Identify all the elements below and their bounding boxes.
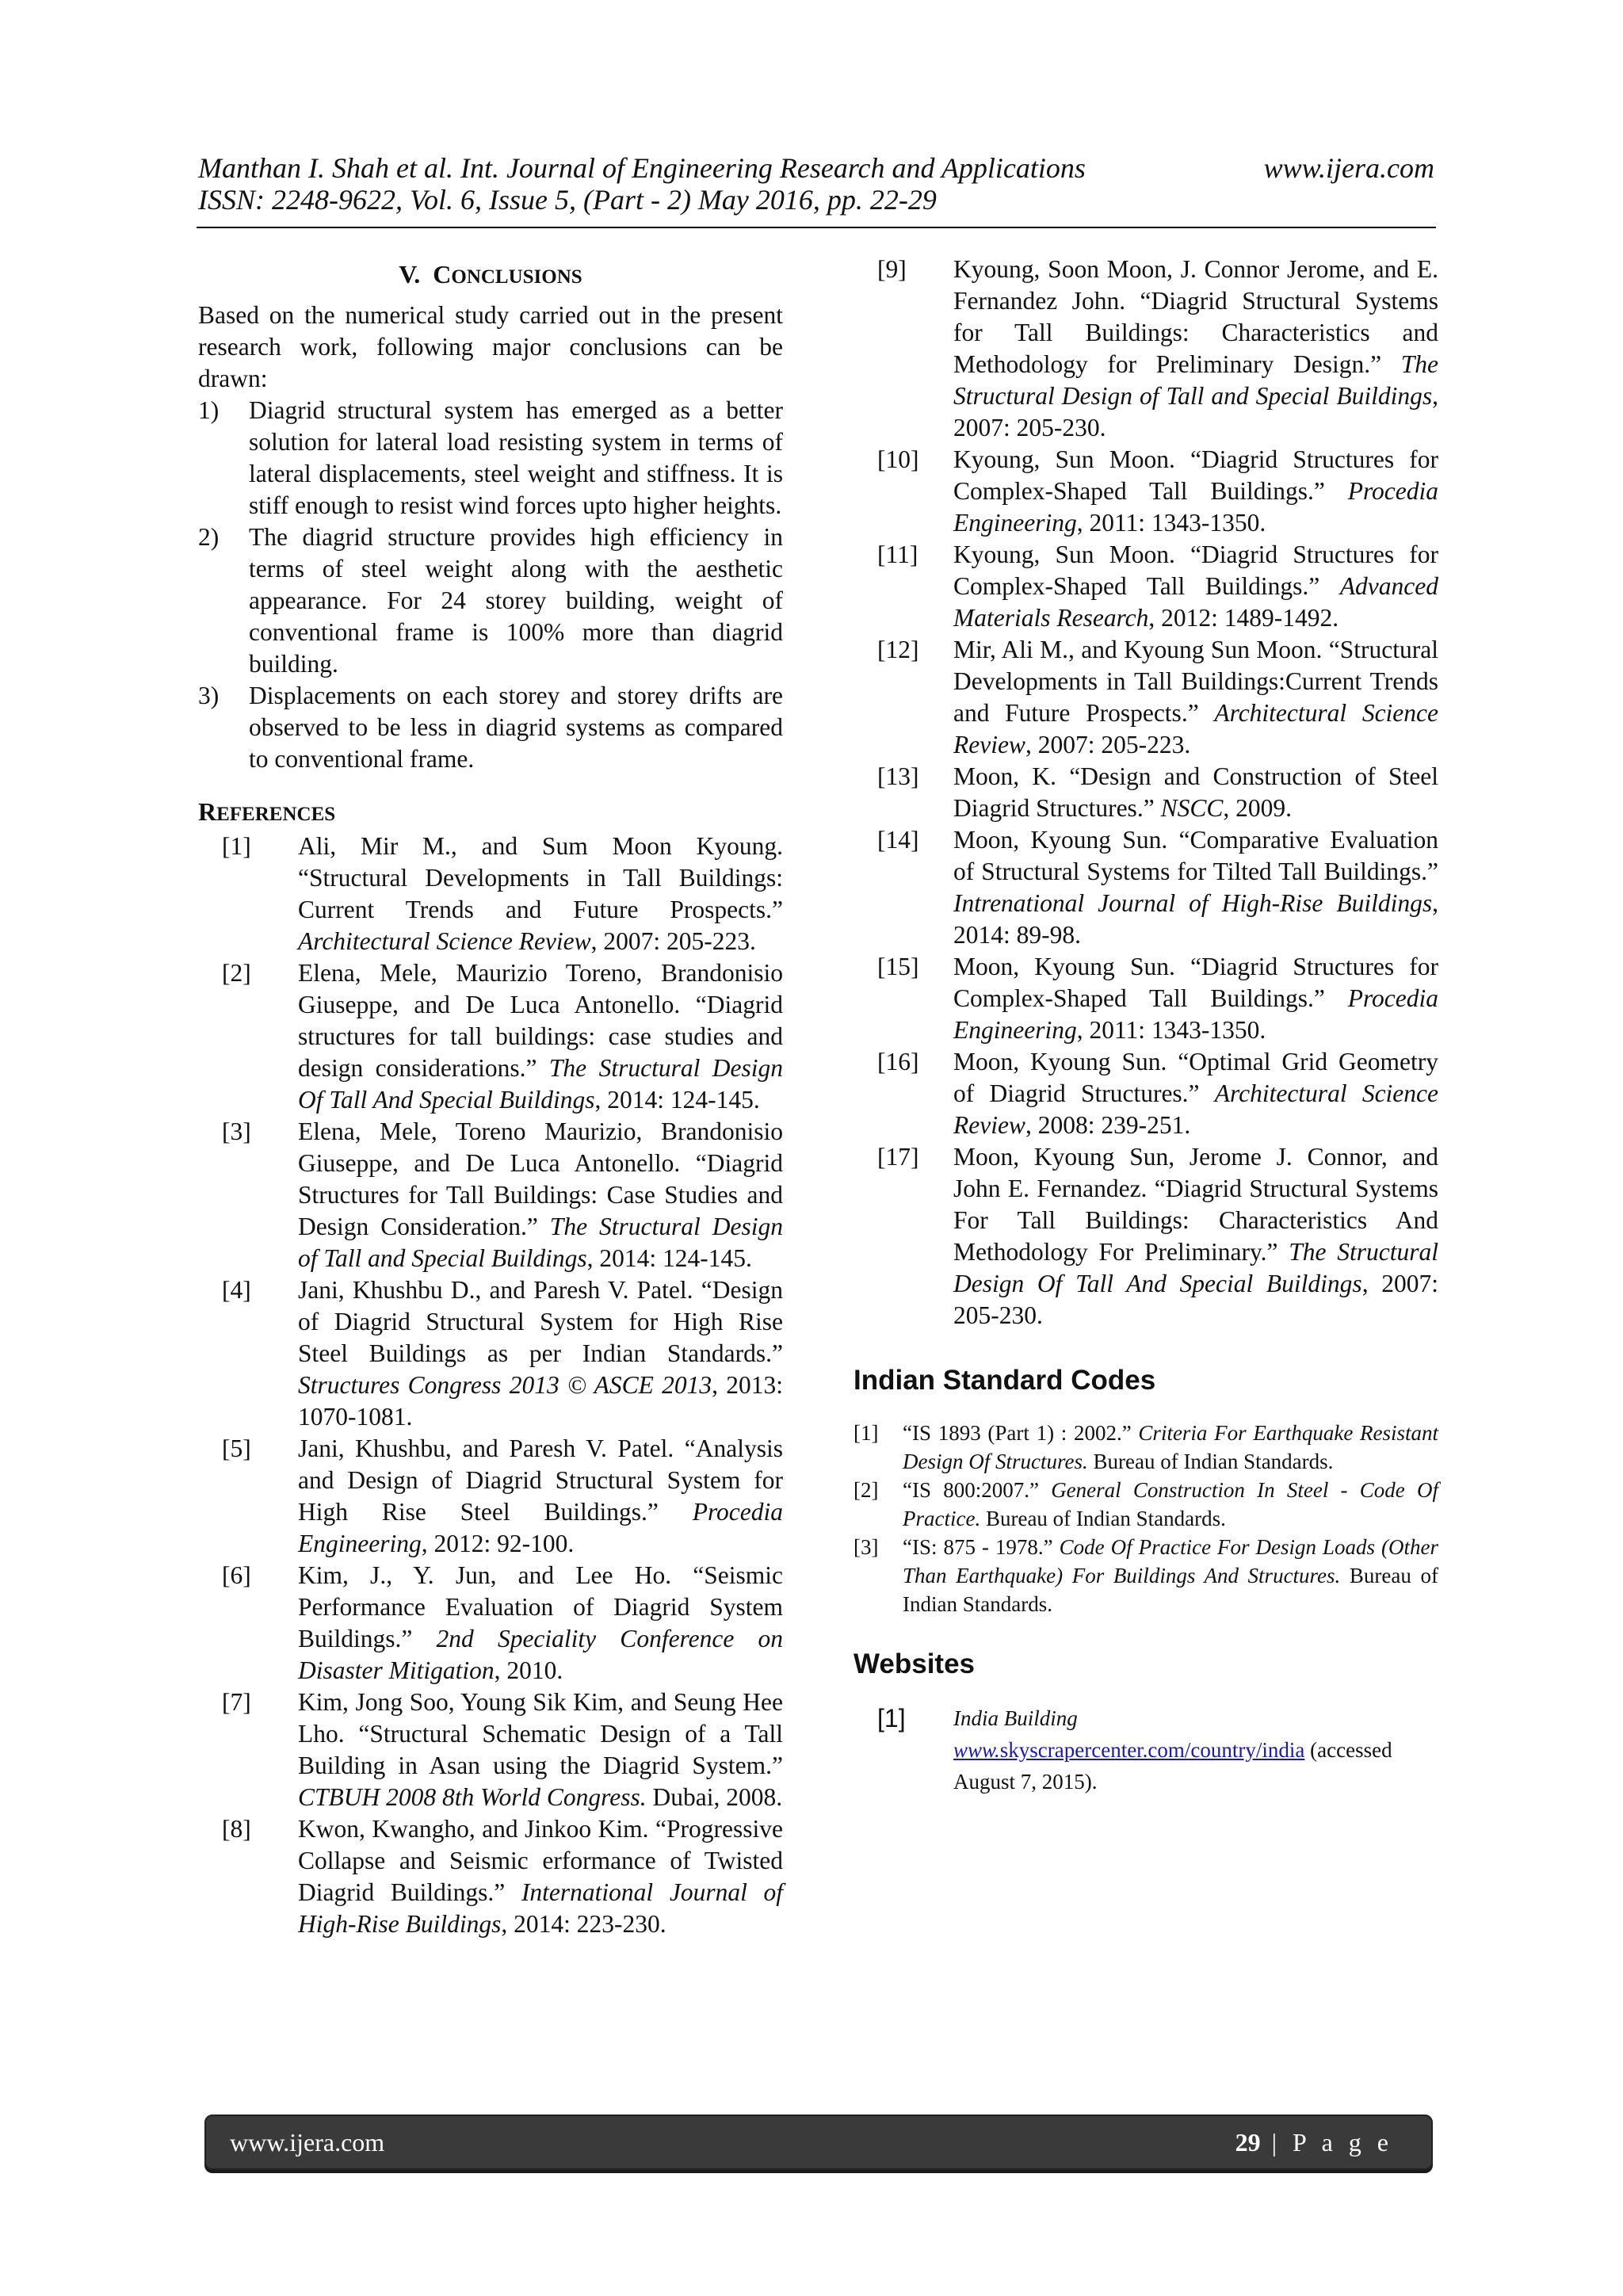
reference-entry <box>854 539 1438 634</box>
reference-source: Structures Congress 2013 © ASCE 2013 <box>298 1371 712 1399</box>
conclusion-number: 1) <box>198 396 220 424</box>
reference-entry <box>854 634 1438 761</box>
reference-number: [7] <box>222 1688 251 1716</box>
reference-entry <box>198 1560 783 1687</box>
conclusion-item <box>198 680 783 775</box>
reference-text: Jani, Khushbu, and Paresh V. Patel. “Analysis and Design of Diagrid Structural System for High Rise Steel Buildings.” Procedia Engineering, 2012: 92-100. <box>298 1435 783 1557</box>
reference-source: The Structural Design of Tall and Special Buildings <box>298 1213 784 1272</box>
page-number-value: 29 <box>1235 2127 1261 2157</box>
indian-codes-list <box>854 1419 1438 1618</box>
reference-number: [17] <box>877 1143 919 1171</box>
reference-entry <box>854 824 1438 951</box>
reference-entry <box>198 1813 783 1940</box>
reference-entry <box>854 1141 1438 1331</box>
reference-number: [4] <box>222 1276 251 1304</box>
conclusions-title-rest: ONCLUSIONS <box>451 266 582 288</box>
reference-number: [6] <box>222 1561 251 1589</box>
reference-number: [9] <box>877 255 907 283</box>
reference-source: The Structural Design Of Tall And Special Buildings <box>298 1054 783 1114</box>
journal-title: Manthan I. Shah et al. Int. Journal of Engineering Research and Applications <box>198 152 1086 184</box>
reference-entry <box>198 831 783 957</box>
reference-source: Intrenational Journal of High-Rise Buildings <box>953 889 1433 917</box>
reference-number: [11] <box>877 541 918 568</box>
references-list-right <box>854 254 1438 1331</box>
conclusion-text: Displacements on each storey and storey drifts are observed to be less in diagrid systems as compared to conventional frame. <box>249 682 783 773</box>
reference-source: Criteria For Earthquake Resistant Design Of Structures. <box>903 1421 1439 1473</box>
conclusion-number: 2) <box>198 523 220 551</box>
reference-entry <box>854 1476 1438 1533</box>
reference-text: Ali, Mir M., and Sum Moon Kyoung. “Structural Developments in Tall Buildings: Current Trends and Future Prospects.” Architectural Science Review, 2007: 205-223. <box>298 832 783 955</box>
reference-source: NSCC <box>1160 794 1224 822</box>
left-column <box>198 254 783 1940</box>
reference-entry <box>854 444 1438 539</box>
reference-source: Architectural Science Review <box>298 927 591 955</box>
page-label: | P a g e <box>1271 2127 1393 2157</box>
reference-source: CTBUH 2008 8th World Congress. <box>298 1783 647 1811</box>
website-text <box>953 1702 1438 1797</box>
conclusion-number: 3) <box>198 682 220 709</box>
references-heading <box>198 796 783 831</box>
reference-text: Kyoung, Soon Moon, J. Connor Jerome, and E. Fernandez John. “Diagrid Structural Systems for Tall Buildings: Characteristics and Methodology for Preliminary Design.” The Structural Design of Tall and Special Buildings, 2007: 205-230. <box>953 255 1438 441</box>
conclusion-item <box>198 521 783 680</box>
conclusions-number: V. <box>399 260 421 288</box>
websites-heading: Websites <box>854 1648 976 1679</box>
conclusion-item <box>198 395 783 521</box>
reference-entry <box>854 1419 1438 1476</box>
conclusions-heading <box>198 258 783 293</box>
reference-source: Procedia Engineering <box>298 1498 783 1557</box>
reference-number: [12] <box>877 636 919 663</box>
reference-entry <box>854 951 1438 1046</box>
header-divider <box>197 227 1436 228</box>
reference-number: [3] <box>222 1117 251 1145</box>
reference-entry <box>854 761 1438 824</box>
reference-text: “IS 1893 (Part 1) : 2002.” Criteria For Earthquake Resistant Design Of Structures. Bureau of Indian Standards. <box>903 1421 1439 1473</box>
reference-text: Moon, Kyoung Sun, Jerome J. Connor, and John E. Fernandez. “Diagrid Structural Systems For Tall Buildings: Characteristics And Methodology For Preliminary.” The Structural Design Of Tall And Special Buildings, 2007: 205-230. <box>953 1143 1438 1329</box>
reference-source: 2nd Speciality Conference on Disaster Mitigation <box>298 1625 783 1684</box>
website-access-note: (accessed August 7, 2015). <box>953 1738 1392 1794</box>
reference-source: Code Of Practice For Design Loads (Other Than Earthquake) For Buildings And Structures. <box>903 1535 1438 1587</box>
reference-entry <box>198 1433 783 1560</box>
reference-source: The Structural Design of Tall and Special Buildings <box>953 350 1438 410</box>
indian-codes-heading: Indian Standard Codes <box>854 1365 1156 1396</box>
reference-source: Architectural Science Review <box>953 699 1439 758</box>
page-footer <box>204 2115 1433 2170</box>
reference-entry <box>198 1687 783 1813</box>
references-title-rest: EFERENCES <box>216 804 336 825</box>
reference-text: Kim, Jong Soo, Young Sik Kim, and Seung Hee Lho. “Structural Schematic Design of a Tall Building in Asan using the Diagrid System.” CTBUH 2008 8th World Congress. Dubai, 2008. <box>298 1688 783 1811</box>
reference-number: [1] <box>222 832 251 860</box>
reference-number: [13] <box>877 762 919 790</box>
website-entry <box>854 1702 1438 1797</box>
reference-text: Moon, Kyoung Sun. “Comparative Evaluation of Structural Systems for Tilted Tall Buildings.” Intrenational Journal of High-Rise Buildings, 2014: 89-98. <box>953 826 1438 949</box>
page-number <box>1235 2128 1393 2157</box>
references-list-left <box>198 831 783 1940</box>
website-link[interactable]: www.skyscrapercenter.com/country/india <box>953 1738 1305 1762</box>
reference-number: [3] <box>854 1535 879 1559</box>
running-header <box>198 152 1434 216</box>
reference-source: Procedia Engineering <box>953 477 1438 537</box>
reference-text: Elena, Mele, Toreno Maurizio, Brandonisio Giuseppe, and De Luca Antonello. “Diagrid Structures for Tall Buildings: Case Studies and Design Consideration.” The Structural Design of Tall and Special Buildings, 2014: 124-145. <box>298 1117 784 1272</box>
reference-text: Kyoung, Sun Moon. “Diagrid Structures for Complex-Shaped Tall Buildings.” Procedia Engineering, 2011: 1343-1350. <box>953 445 1438 537</box>
conclusions-intro: Based on the numerical study carried out in the present research work, following major conclusions can be drawn: <box>198 301 783 392</box>
reference-number: [1] <box>854 1421 879 1445</box>
reference-entry <box>854 1533 1438 1618</box>
reference-text: “IS: 875 - 1978.” Code Of Practice For Design Loads (Other Than Earthquake) For Buildings And Structures. Bureau of Indian Standards. <box>903 1535 1438 1616</box>
reference-source: Procedia Engineering <box>953 984 1438 1044</box>
reference-text: Mir, Ali M., and Kyoung Sun Moon. “Structural Developments in Tall Buildings:Current Trends and Future Prospects.” Architectural Science Review, 2007: 205-223. <box>953 636 1439 758</box>
reference-number: [10] <box>877 445 919 473</box>
reference-number: [14] <box>877 826 919 854</box>
issn-line: ISSN: 2248-9622, Vol. 6, Issue 5, (Part - 2) May 2016, pp. 22-29 <box>198 184 937 216</box>
reference-number: [16] <box>877 1048 919 1075</box>
reference-number: [5] <box>222 1435 251 1462</box>
reference-source: Advanced Materials Research <box>953 572 1438 632</box>
reference-entry <box>198 957 783 1116</box>
footer-website[interactable]: www.ijera.com <box>230 2127 385 2157</box>
reference-text: Moon, Kyoung Sun. “Optimal Grid Geometry of Diagrid Structures.” Architectural Science Review, 2008: 239-251. <box>953 1048 1438 1139</box>
reference-text: Kim, J., Y. Jun, and Lee Ho. “Seismic Performance Evaluation of Diagrid System Buildings.” 2nd Speciality Conference on Disaster Mitigation, 2010. <box>298 1561 783 1684</box>
reference-text: Jani, Khushbu D., and Paresh V. Patel. “Design of Diagrid Structural System for High Rise Steel Buildings as per Indian Standards.” Structures Congress 2013 © ASCE 2013, 2013: 1070-1081. <box>298 1276 783 1431</box>
reference-source: The Structural Design Of Tall And Special Buildings <box>953 1238 1438 1297</box>
reference-entry <box>198 1116 783 1274</box>
reference-number: [2] <box>854 1478 879 1502</box>
reference-text: Moon, Kyoung Sun. “Diagrid Structures for Complex-Shaped Tall Buildings.” Procedia Engineering, 2011: 1343-1350. <box>953 953 1438 1044</box>
reference-number: [8] <box>222 1815 251 1843</box>
reference-text: “IS 800:2007.” General Construction In Steel - Code Of Practice. Bureau of Indian Standards. <box>903 1478 1438 1530</box>
reference-text: Kyoung, Sun Moon. “Diagrid Structures for Complex-Shaped Tall Buildings.” Advanced Materials Research, 2012: 1489-1492. <box>953 541 1438 632</box>
reference-text: Moon, K. “Design and Construction of Steel Diagrid Structures.” NSCC, 2009. <box>953 762 1438 822</box>
conclusions-title-initial: C <box>433 260 452 288</box>
reference-number: [15] <box>877 953 919 980</box>
journal-website[interactable]: www.ijera.com <box>1263 152 1434 184</box>
reference-text: Elena, Mele, Maurizio Toreno, Brandonisio Giuseppe, and De Luca Antonello. “Diagrid structures for tall buildings: case studies and design considerations.” The Structural Design Of Tall And Special Buildings, 2014: 124-145. <box>298 959 783 1114</box>
reference-text: Kwon, Kwangho, and Jinkoo Kim. “Progressive Collapse and Seismic erformance of Twisted Diagrid Buildings.” International Journal of High-Rise Buildings, 2014: 223-230. <box>298 1815 783 1938</box>
website-name: India Building <box>953 1706 1078 1730</box>
conclusions-list <box>198 395 783 775</box>
conclusion-text: Diagrid structural system has emerged as a better solution for lateral load resisting system in terms of lateral displacements, steel weight and stiffness. It is stiff enough to resist wind forces upto higher heights. <box>249 396 783 519</box>
reference-entry <box>854 254 1438 444</box>
references-title-initial: R <box>198 797 217 826</box>
reference-number: [2] <box>222 959 251 987</box>
right-column <box>854 254 1438 1797</box>
reference-source: International Journal of High-Rise Buildings <box>298 1878 783 1938</box>
reference-source: General Construction In Steel - Code Of Practice. <box>903 1478 1438 1530</box>
reference-source: Architectural Science Review <box>953 1079 1438 1139</box>
conclusion-text: The diagrid structure provides high efficiency in terms of steel weight along with the aesthetic appearance. For 24 storey building, weight of conventional frame is 100% more than diagrid building. <box>249 523 783 678</box>
website-number: [1] <box>877 1704 906 1733</box>
reference-entry <box>854 1046 1438 1141</box>
reference-entry <box>198 1274 783 1433</box>
